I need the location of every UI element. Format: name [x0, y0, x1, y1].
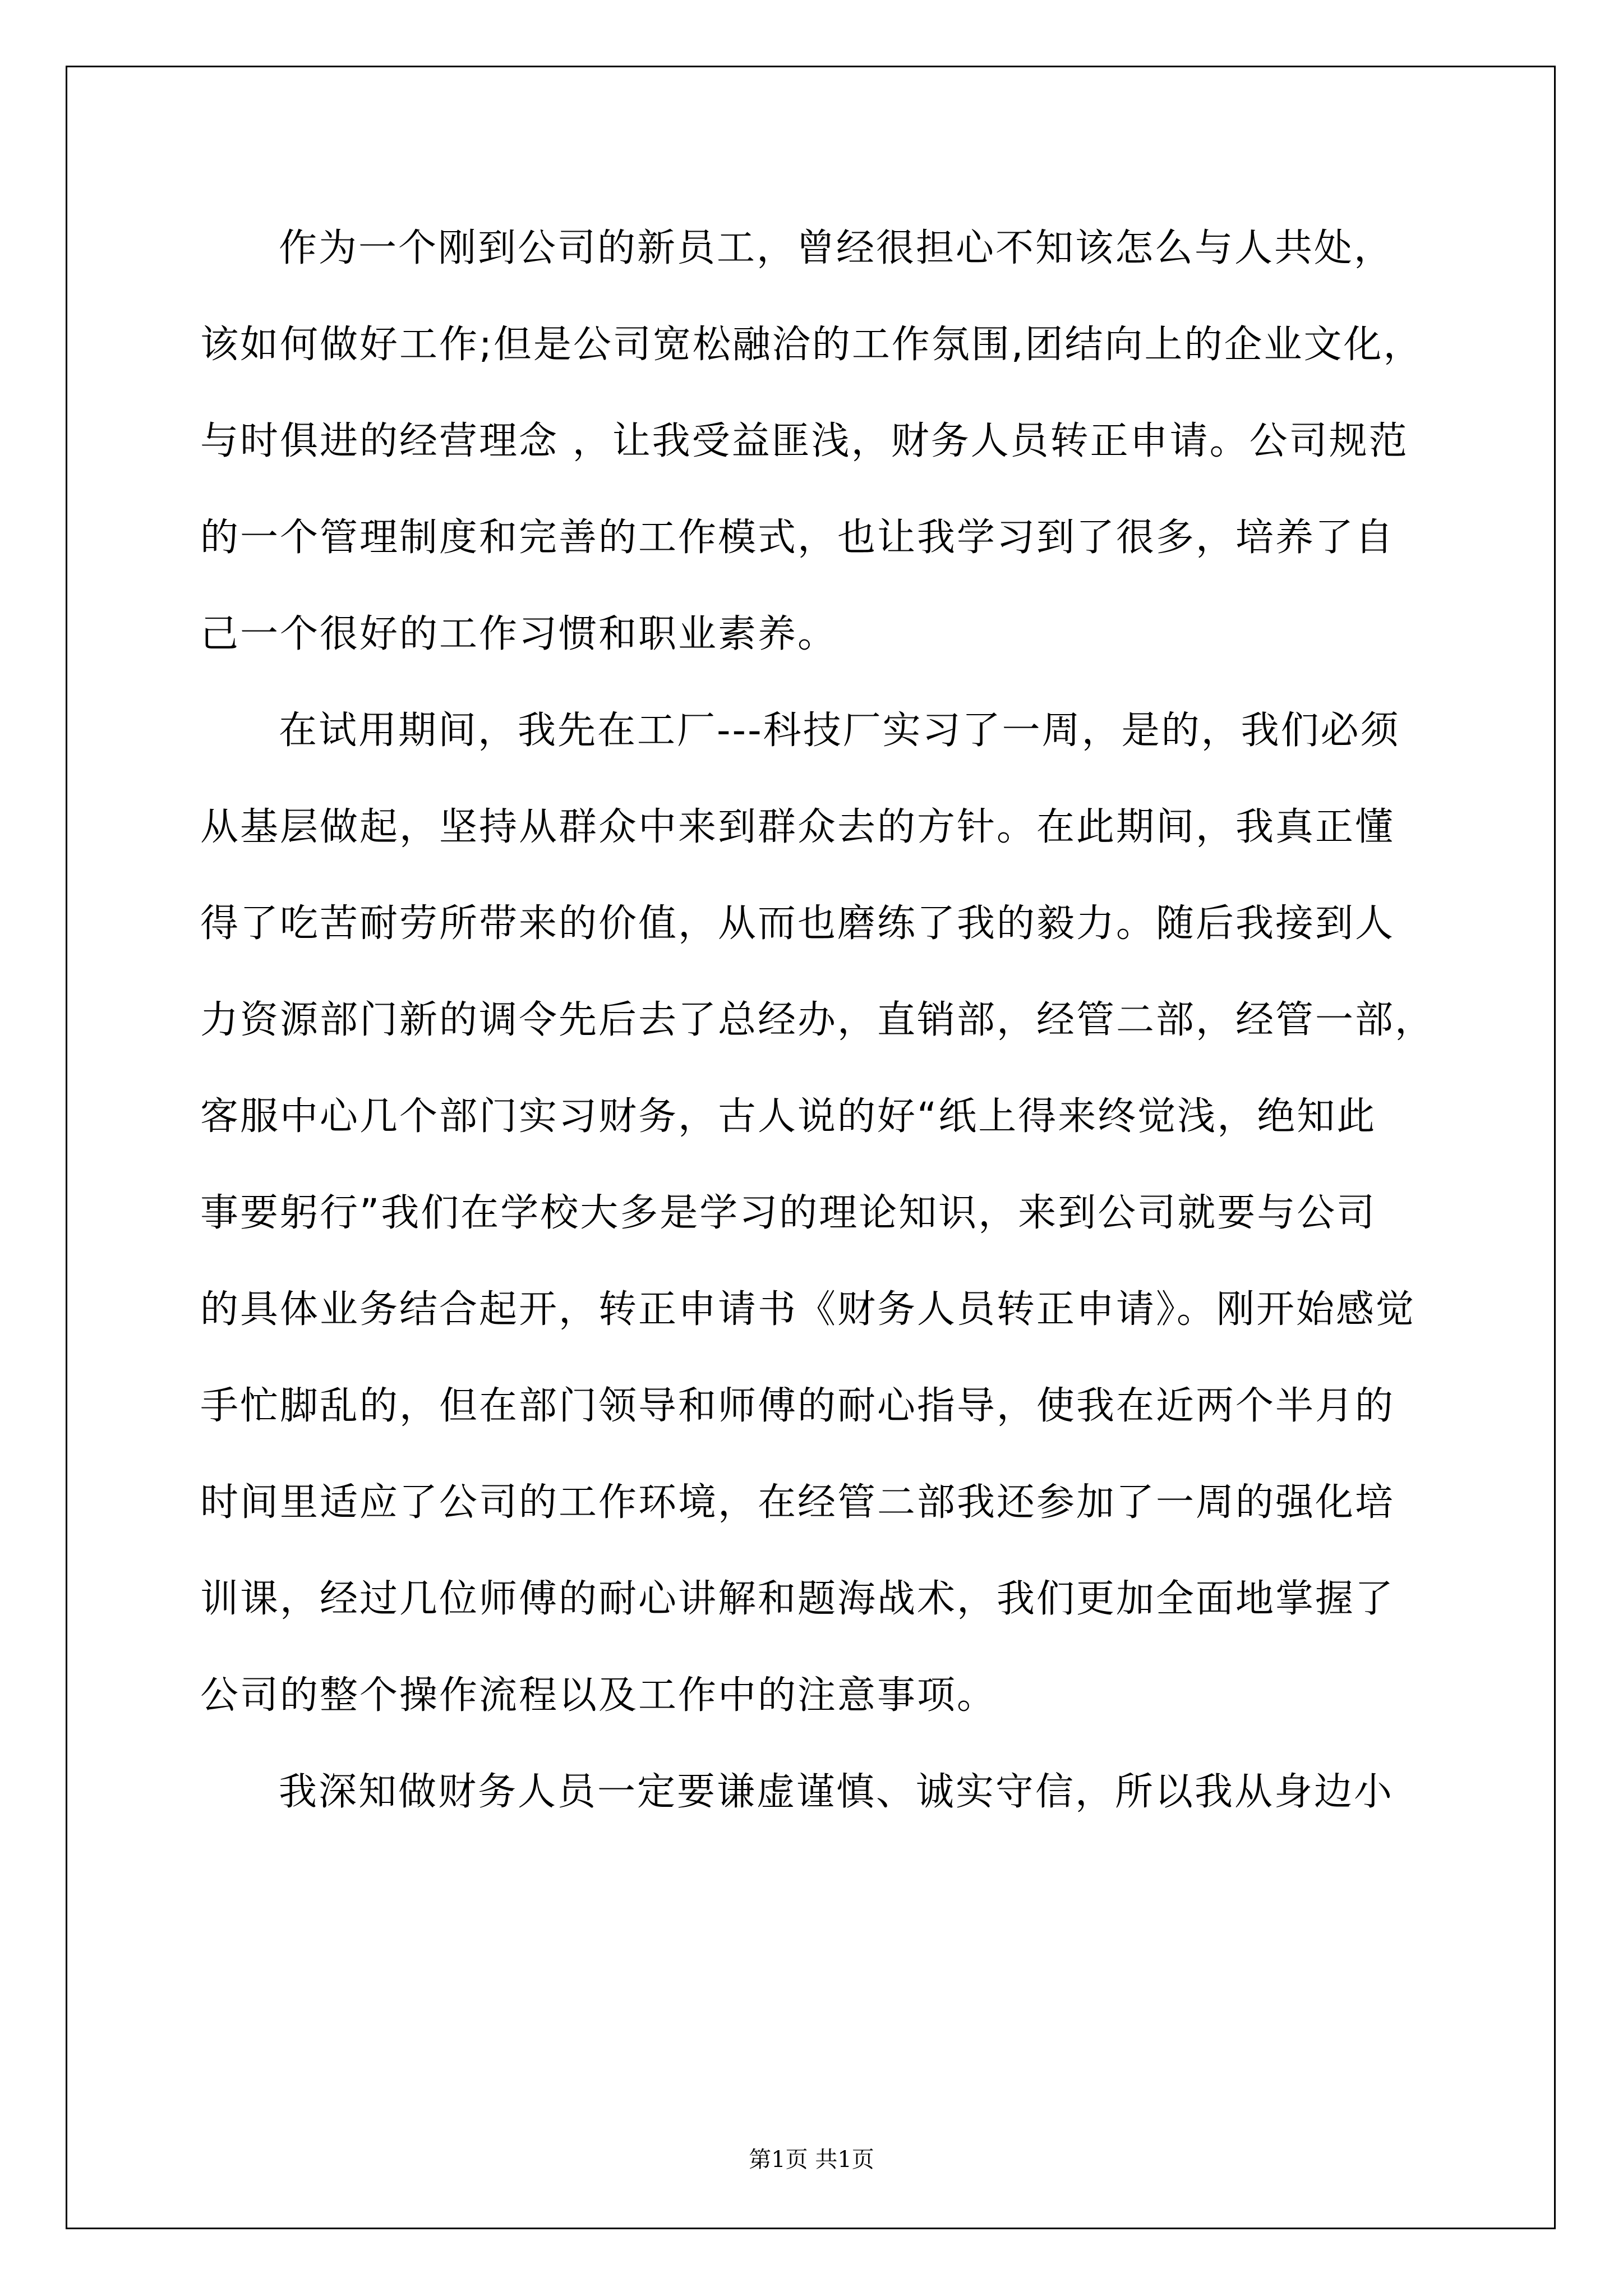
body-line: 手忙脚乱的，但在部门领导和师傅的耐心指导，使我在近两个半月的 [200, 1384, 1395, 1428]
body-line: 时间里适应了公司的工作环境，在经管二部我还参加了一周的强化培 [200, 1480, 1395, 1525]
body-line: 力资源部门新的调令先后去了总经办，直销部，经管二部，经管一部， [200, 998, 1435, 1042]
body-line: 客服中心几个部门实习财务，古人说的好“纸上得来终觉浅，绝知此 [200, 1094, 1377, 1139]
body-line: 的一个管理制度和完善的工作模式，也让我学习到了很多，培养了自 [200, 516, 1395, 560]
body-line: 从基层做起，坚持从群众中来到群众去的方针。在此期间，我真正懂 [200, 805, 1395, 849]
body-line: 得了吃苦耐劳所带来的价值，从而也磨练了我的毅力。随后我接到人 [200, 901, 1395, 946]
body-line: 在试用期间，我先在工厂---科技厂实习了一周，是的，我们必须 [279, 708, 1400, 753]
body-line: 公司的整个操作流程以及工作中的注意事项。 [200, 1673, 997, 1718]
page-footer: 第1页 共1页 [749, 2147, 874, 2173]
body-line: 我深知做财务人员一定要谦虚谨慎、诚实守信，所以我从身边小 [279, 1770, 1394, 1814]
body-line: 的具体业务结合起开，转正申请书《财务人员转正申请》。刚开始感觉 [200, 1287, 1416, 1332]
body-line: 事要躬行”我们在学校大多是学习的理论知识，来到公司就要与公司 [200, 1191, 1377, 1235]
body-line: 该如何做好工作;但是公司宽松融洽的工作氛围,团结向上的企业文化， [200, 323, 1423, 367]
body-line: 己一个很好的工作习惯和职业素养。 [200, 612, 838, 656]
body-line: 与时俱进的经营理念 ，让我受益匪浅，财务人员转正申请。公司规范 [200, 419, 1409, 463]
body-line: 作为一个刚到公司的新员工，曾经很担心不知该怎么与人共处， [279, 226, 1394, 270]
body-line: 训课，经过几位师傅的耐心讲解和题海战术，我们更加全面地掌握了 [200, 1577, 1395, 1621]
